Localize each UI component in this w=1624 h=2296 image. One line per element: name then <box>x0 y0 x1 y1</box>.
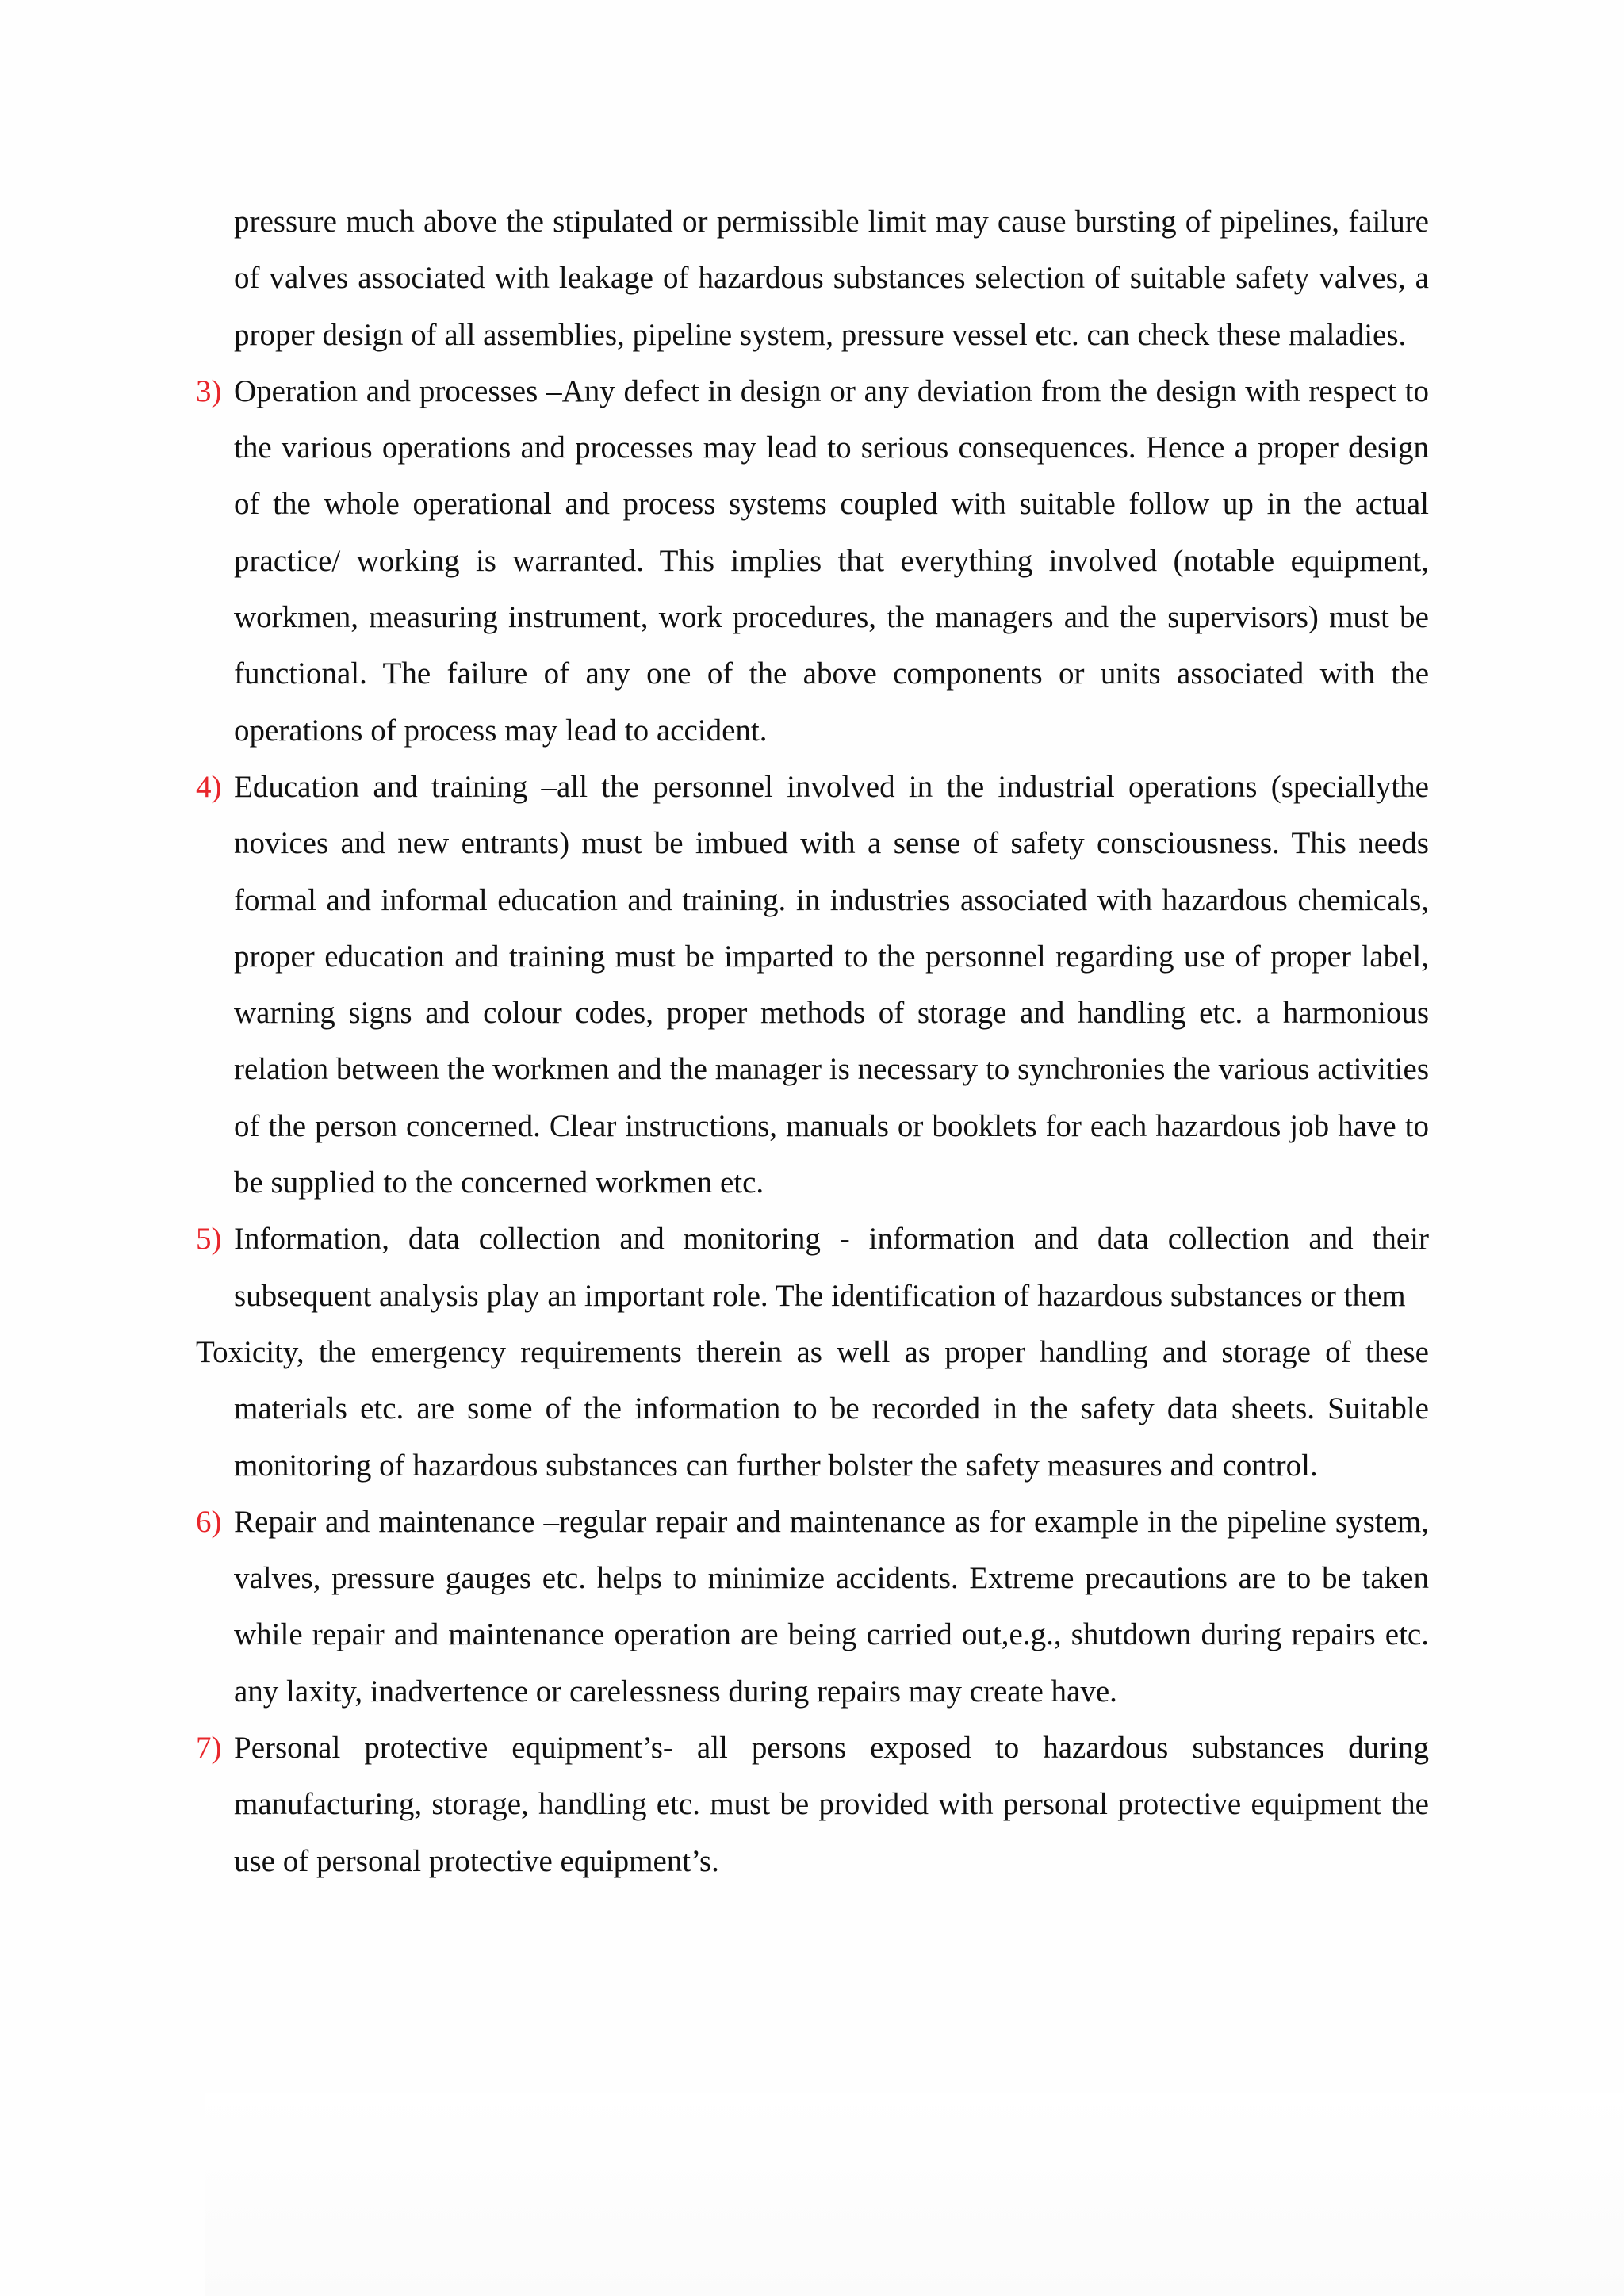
list-item-text: Repair and maintenance –regular repair and maintenance as for example in the pipeline system, valves, pressure gauges etc. helps to minimize accidents. Extreme precautions are to be taken while repair and maintenance operation are being carried out,e.g., shutdown during repairs etc. any laxity, inadvertence or carelessness during repairs may create have. <box>234 1504 1429 1709</box>
list-item-6 <box>196 1494 1429 1720</box>
list-number: 4) <box>196 769 222 804</box>
document-body <box>196 193 1429 1889</box>
list-number: 7) <box>196 1731 222 1766</box>
page-edge-shade <box>205 2093 1624 2296</box>
list-item-3 <box>196 363 1429 759</box>
list-item-7 <box>196 1720 1429 1889</box>
list-item-4 <box>196 759 1429 1211</box>
list-item-text: Information, data collection and monitoring - information and data collection and their subsequent analysis play an important role. The identification of hazardous substances or them <box>234 1222 1429 1313</box>
list-number: 6) <box>196 1504 222 1539</box>
toxicity-paragraph: Toxicity, the emergency requirements therein as well as proper handling and storage of these materials etc. are some of the information to be recorded in the safety data sheets. Suitable monitoring of hazardous substances can further bolster the safety measures and control. <box>196 1334 1429 1483</box>
list-number: 5) <box>196 1222 222 1257</box>
list-item-text: Education and training –all the personnel involved in the industrial operations (speciallythe novices and new entrants) must be imbued with a sense of safety consciousness. This needs formal and informal education and training. in industries associated with hazardous chemicals, proper education and training must be imparted to the personnel regarding use of proper label, warning signs and colour codes, proper methods of storage and handling etc. a harmonious relation between the workmen and the manager is necessary to synchronies the various activities of the person concerned. Clear instructions, manuals or booklets for each hazardous job have to be supplied to the concerned workmen etc. <box>234 769 1429 1200</box>
list-item-text: Operation and processes –Any defect in design or any deviation from the design with respect to the various operations and processes may lead to serious consequences. Hence a proper design of the whole operational and process systems coupled with suitable follow up in the actual practice/ working is warranted. This implies that everything involved (notable equipment, workmen, measuring instrument, work procedures, the managers and the supervisors) must be functional. The failure of any one of the above components or units associated with the operations of process may lead to accident. <box>234 373 1429 748</box>
list-item-text: Personal protective equipment’s- all persons exposed to hazardous substances during manufacturing, storage, handling etc. must be provided with personal protective equipment the use of personal protective equipment’s. <box>234 1731 1429 1878</box>
continuation-paragraph: pressure much above the stipulated or permissible limit may cause bursting of pipelines, failure of valves associated with leakage of hazardous substances selection of suitable safety valves, a proper design of all assemblies, pipeline system, pressure vessel etc. can check these maladies. <box>234 205 1429 352</box>
list-number: 3) <box>196 373 222 408</box>
list-item-5 <box>196 1211 1429 1324</box>
